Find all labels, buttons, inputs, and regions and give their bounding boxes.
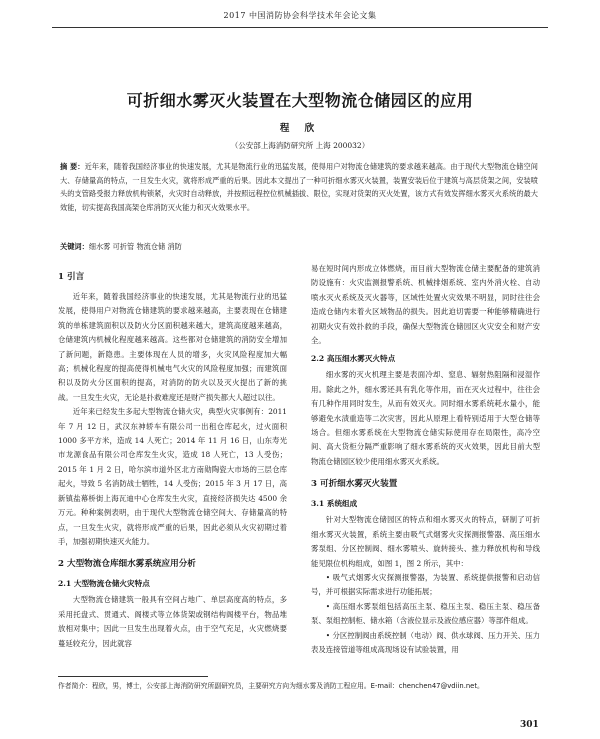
- paragraph: 细水雾的灭火机理主要是表面冷却、窒息、辐射热阻隔和浸湿作用。除此之外，细水雾还具有乳化等作用，而在灭火过程中，往往会有几种作用同时发生，从而有效灭火。同时细水雾系统耗水量小，能够避免水渍重造等二次灾害，因此从原理上看特别适用于大型仓储等场合。但细水雾系统在大型物流仓储实际使用存在局限性，高冷空间、高大货柜分隔严重影响了细水雾系统的灭火效果，因此目前大型物流仓储园区较少使用细水雾灭火系统。: [311, 370, 540, 466]
- author-footnote: 作者简介：程欣，男，博士，公安部上海消防研究所副研究员，主要研究方向为细水雾及消防工程应用。E-mail：chenchen47@vdiin.net。: [58, 682, 484, 690]
- section-2-1-heading: 2.1 大型物流仓储火灾特点: [58, 579, 150, 589]
- bullet-item: • 高压细水雾泵组包括高压主泵、稳压主泵、稳压主泵、稳压备泵、泵组控制柜、储水箱（含液位显示及液位感应器）等部件组成。: [311, 601, 540, 626]
- section-3-1-heading: 3.1 系统组成: [311, 499, 358, 509]
- footnote-rule: [58, 676, 208, 677]
- bullet-item: • 吸气式烟雾火灾探测报警器，为装置、系统提供报警和启动信号，并可根据实际需求进行功能拓展；: [311, 572, 540, 597]
- page-number: 301: [520, 720, 539, 730]
- header-rule: [52, 27, 548, 28]
- affiliation: （公安部上海消防研究所 上海 200032）: [230, 141, 370, 150]
- keywords-label: 关键词：: [60, 242, 89, 251]
- section-3-heading: 3 可折细水雾灭火装置: [311, 479, 398, 490]
- bullet-item: • 分区控制阀由系统控制（电动）阀、供水球阀、压力开关、压力表及连接管道等组成高现场设有试验装置，用: [311, 630, 540, 654]
- keywords: [60, 240, 538, 253]
- paragraph: 近年来已经发生多起大型物流仓储火灾，典型火灾事例有：2011 年 7 月 12 日，武汉东神轿车有限公司一出租仓库起火，过火面积 1000 多平方米，造成 14 人死亡；2014 年 11 月 16 日，山东寿光市龙源食品有限公司仓库发生火灾，造成 18 人死亡，13 人受伤；2015 年 1 月 2 日，哈尔滨市道外区北方南勋陶瓷大市场的三层仓库起火，导致 5 名消防战士牺牲，14 人受伤；2015 年 3 月 17 日，高新镇盐幕桥街上海瓦迪中心仓库发生火灾，直接经济损失达 4500 余万元。种种案例表明，由于现代大型物流仓储空间大、存储量高的特点，一旦发生火灾，就将形成严重的后果，因此必须从火灾初期过着手，加强初期快速灭火能力。: [58, 407, 287, 546]
- paragraph: 近年来，随着我国经济事业的快速发展，尤其是物流行业的迅猛发展，使得用户对物流仓储建筑的要求越来越高，主要表现在仓储建筑的单栋建筑面积以及防火分区面积越来越大，建筑高度越来越高，仓储建筑内机械化程度越来越高。这些都对仓储建筑的消防安全增加了新问题，新隐患。主要体现在人员的增多，火灾风险程度加大幅高；机械化程度的提高使得机械电气火灾的风险程度加强；而建筑面积以及防火分区面积的提高，对消防的防火以及灭火提出了新的挑战。一旦发生火灾，无论是扑救难度还是财产损失都大人超过以往。: [58, 292, 287, 402]
- running-header: 2017 中国消防协会科学技术年会论文集: [223, 11, 377, 20]
- section-2-heading: 2 大型物流仓库细水雾系统应用分析: [58, 559, 196, 570]
- paragraph: 大型物流仓储建筑一般具有空间占地广、单层高度高的特点，多采用托盘式、贯通式、阁楼式等立体货架或钢结构阁楼平台，物品堆放相对集中；因此一旦发生出现着火点，由于空气充足，火灾燃烧要蔓延较充分，因此就容: [58, 595, 287, 648]
- section-2-2-heading: 2.2 高压细水雾灭火特点: [311, 354, 396, 364]
- right-column: [311, 262, 540, 657]
- abstract-label: 摘 要：: [60, 162, 85, 171]
- abstract: [60, 160, 538, 214]
- paragraph: 易在短时间内形成立体燃烧，而目前大型物流仓储主要配备的建筑消防设施有：火灾监测报警系统、机械排烟系统、室内外消火栓、自动喷水灭火系统及灭火器等，区域性处置火灾效果不明显，同时往往会造成仓储内未着火区域物品的损失。因此迫切需要一种能够精确进行初期火灾有效扑救的手段，确保大型物流仓储园区火灾安全和财产安全。: [311, 264, 540, 346]
- keywords-text: 细水雾 可折管 物流仓储 消防: [88, 242, 182, 251]
- author: 程 欣: [279, 123, 321, 134]
- paper-title: 可折细水雾灭火装置在大型物流仓储园区的应用: [126, 91, 474, 110]
- left-column: [58, 262, 287, 651]
- paragraph: 针对大型物流仓储园区的特点和细水雾灭火的特点，研制了可折细水雾灭火装置，系统主要由吸气式烟雾火灾探测报警器、高压细水雾泵组、分区控制阀、细水雾喷头、旋转接头、推力释放机构和导线能见限位机构组成，如图 1，图 2 所示，其中：: [311, 515, 540, 568]
- abstract-text: 近年来，随着我国经济事业的快速发展，尤其是物流行业的迅猛发展，使得用户对物流仓储建筑的要求越来越高。由于现代大型物流仓储空间大、存储量高的特点，一旦发生火灾，就将形成严重的后果。因此本文提出了一种可折细水雾灭火装置，装置安装后位于建筑与高层货架之间，安装喷头的支管路受报力释放机构锁紧，火灾时自动释放，并按照远程控位机械插拔、限位，实现对货架的灭火处置，该方式有效发挥细水雾灭火系统的最大效能，切实提高我国高架仓库消防灭火能力和灭火效果水平。: [60, 162, 538, 212]
- section-1-heading: 1 引言: [58, 272, 85, 282]
